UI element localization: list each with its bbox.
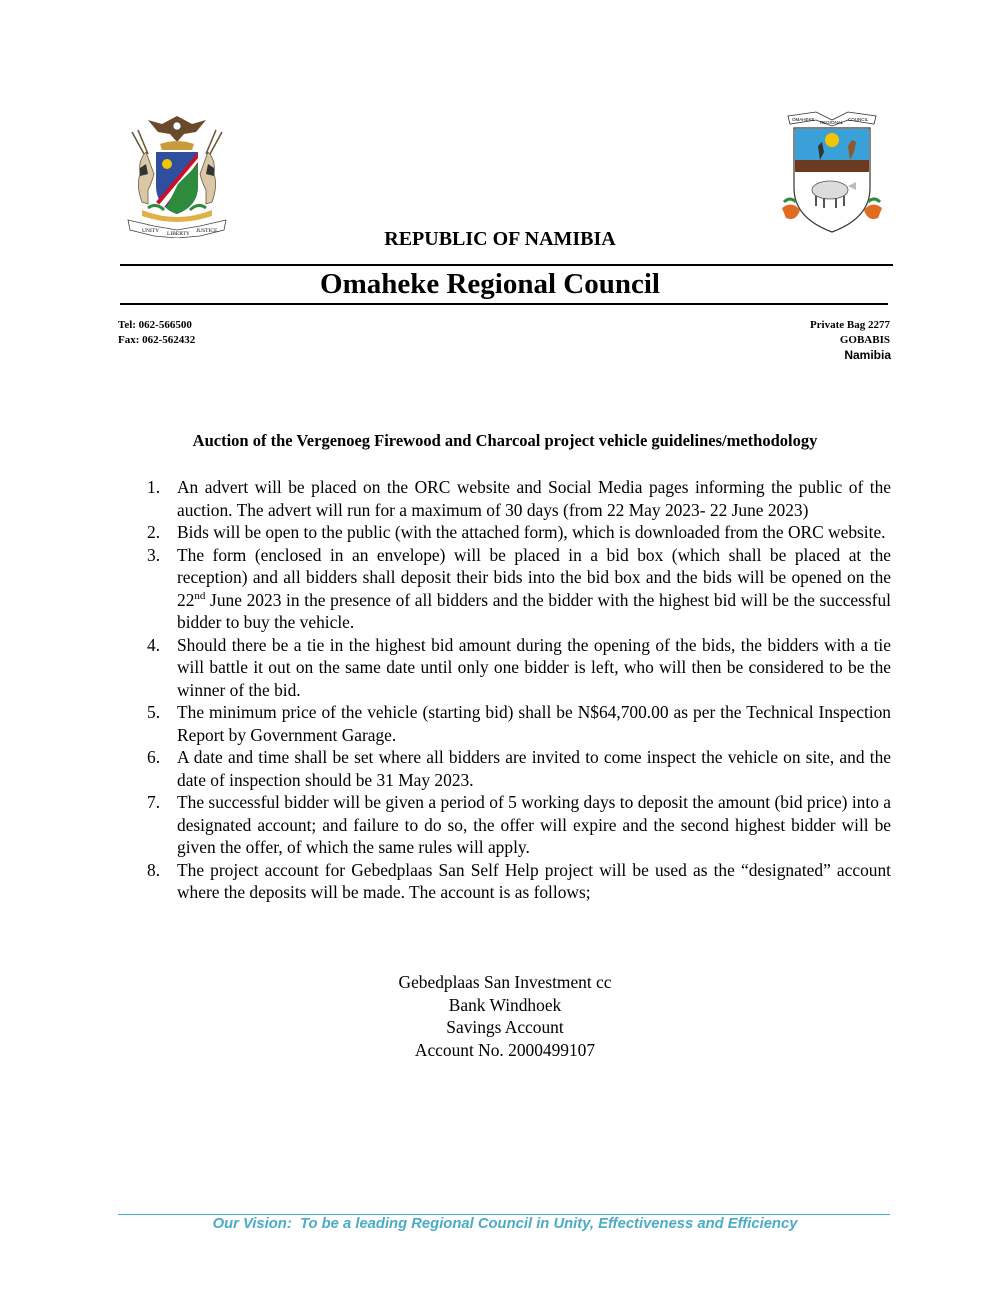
list-item bbox=[118, 476, 891, 521]
item-number: 8. bbox=[147, 859, 161, 880]
account-type: Savings Account bbox=[446, 1017, 564, 1037]
item-text: The project account for Gebedplaas San Self Help project will be used as the “designated” account where the deposits will be made. The account is as follows; bbox=[177, 859, 891, 902]
item-text: Should there be a tie in the highest bid amount during the opening of the bids, the bidders with a tie will battle it out on the same date until only one bidder is left, who will then be considered to be the winner of the bid. bbox=[177, 634, 891, 700]
namibia-coat-of-arms-logo bbox=[118, 112, 236, 238]
item-text: The successful bidder will be given a period of 5 working days to deposit the amount (bid price) into a designated account; and failure to do so, the offer will expire and the second highest bidder will be given the offer, of which the same rules will apply. bbox=[177, 792, 891, 857]
omaheke-regional-council-crest-logo bbox=[778, 110, 886, 236]
account-number: Account No. 2000499107 bbox=[414, 1039, 596, 1060]
list-item bbox=[118, 791, 891, 859]
item-text: A date and time shall be set where all bidders are invited to come inspect the vehicle on site, and the date of inspection should be 31 May 2023. bbox=[177, 747, 891, 790]
item-number: 4. bbox=[147, 634, 161, 655]
council-name-heading: Omaheke Regional Council bbox=[320, 268, 660, 300]
header-divider-bottom bbox=[120, 303, 888, 305]
fax-number: Fax: 062-562432 bbox=[118, 334, 196, 346]
list-item bbox=[118, 521, 891, 544]
item-number: 5. bbox=[147, 702, 161, 722]
item-number: 3. bbox=[147, 544, 161, 565]
item-text: An advert will be placed on the ORC website and Social Media pages informing the public of the auction. The advert will run for a maximum of 30 days (from 22 May 2023- 22 June 2023) bbox=[177, 477, 891, 520]
item-text-superscript: nd bbox=[194, 589, 206, 602]
item-number: 6. bbox=[147, 747, 161, 767]
item-text-part2: June 2023 in the presence of all bidders and the bidder with the highest bid will be the successful bidder to buy the vehicle. bbox=[177, 589, 891, 632]
header-divider-top bbox=[120, 264, 893, 266]
item-number: 7. bbox=[147, 792, 161, 812]
address-private-bag: Private Bag 2277 bbox=[809, 319, 890, 331]
contact-numbers bbox=[118, 318, 195, 348]
motto-justice: JUSTICE bbox=[196, 228, 218, 234]
account-holder-name: Gebedplaas San Investment cc bbox=[398, 972, 612, 992]
item-number: 2. bbox=[147, 522, 161, 542]
crest-ribbon-council: COUNCIL bbox=[848, 117, 869, 122]
address-country: Namibia bbox=[844, 348, 891, 362]
guidelines-list bbox=[118, 476, 891, 904]
item-text-part1: The form (enclosed in an envelope) will be placed in a bid box (which shall be placed at the reception) and all bidders shall deposit their bids into the bid box and the bids will be opened on the 22 bbox=[177, 544, 891, 610]
crest-ribbon-regional: REGIONAL bbox=[820, 120, 844, 125]
vision-statement: Our Vision: To be a leading Regional Council in Unity, Effectiveness and Efficiency bbox=[212, 1216, 798, 1232]
address-town: GOBABIS bbox=[839, 334, 890, 346]
list-item bbox=[118, 859, 891, 904]
list-item bbox=[118, 544, 891, 634]
postal-address bbox=[690, 318, 890, 348]
list-item bbox=[118, 701, 891, 746]
republic-heading: REPUBLIC OF NAMIBIA bbox=[384, 228, 616, 250]
footer-divider bbox=[118, 1214, 890, 1215]
crest-ribbon-omaheke: OMAHEKE bbox=[792, 117, 815, 122]
item-text: Bids will be open to the public (with the attached form), which is downloaded from the ORC website. bbox=[177, 522, 886, 542]
item-text: The minimum price of the vehicle (starting bid) shall be N$64,700.00 as per the Technical Inspection Report by Government Garage. bbox=[177, 702, 891, 745]
motto-liberty: LIBERTY bbox=[167, 231, 190, 237]
document-title: Auction of the Vergenoeg Firewood and Charcoal project vehicle guidelines/methodology bbox=[192, 431, 818, 450]
telephone-number: Tel: 062-566500 bbox=[118, 319, 192, 331]
bank-account-details bbox=[0, 971, 1000, 1061]
list-item bbox=[118, 634, 891, 702]
bank-name: Bank Windhoek bbox=[448, 994, 562, 1015]
item-number: 1. bbox=[147, 477, 161, 497]
motto-unity: UNITY bbox=[142, 228, 160, 234]
list-item bbox=[118, 746, 891, 791]
